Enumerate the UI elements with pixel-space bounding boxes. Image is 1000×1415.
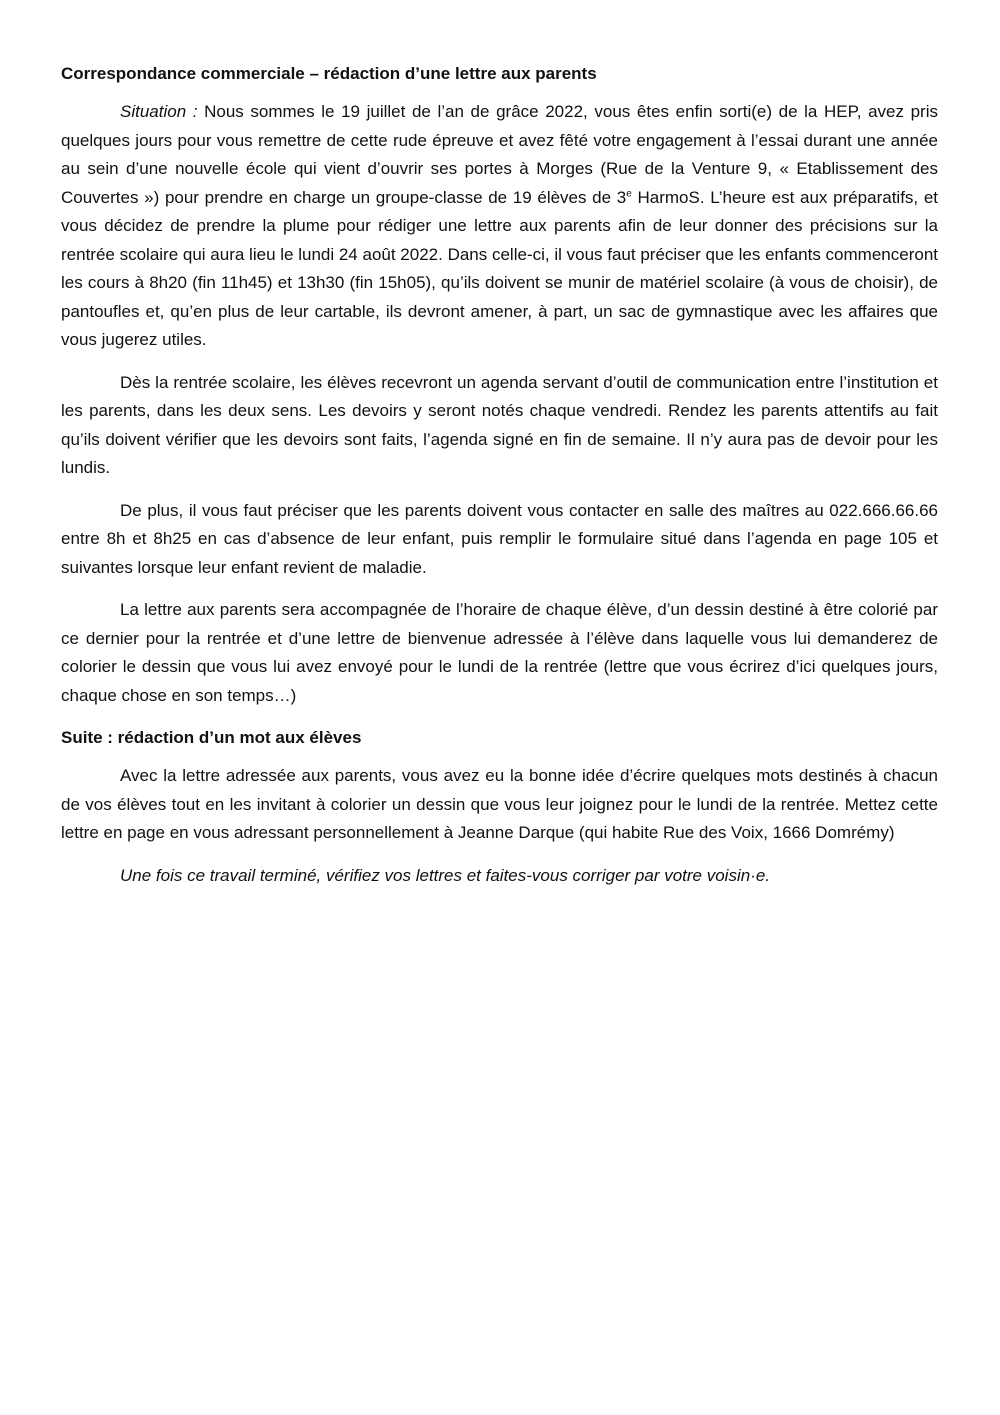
situation-paragraph [61, 98, 938, 355]
attachments-paragraph: La lettre aux parents sera accompagnée de l’horaire de chaque élève, d’un dessin destiné à être colorié par ce dernier pour la rentrée et d’une lettre de bienvenue adressée à l’élève dans laquelle vous lui demanderez de colorier le dessin que vous lui avez envoyé pour le lundi de la rentrée (lettre que vous écrirez d’ici quelques jours, chaque chose en son temps…) [61, 600, 938, 705]
situation-label: Situation : [120, 102, 198, 121]
document-title: Correspondance commerciale – rédaction d’une lettre aux parents [61, 64, 597, 83]
situation-text-a: Nous sommes le 19 juillet de l’an de grâce 2022, vous êtes enfin sorti(e) de la HEP, avez pris quelques jours pour vous remettre de cette rude épreuve et avez fêté votre engagement à l’essai durant une année au sein d’une nouvelle école qui vient d’ouvrir ses portes à Morges (Rue de la Venture 9, « Etablissement des Couvertes ») pour prendre en charge un groupe-classe de 19 élèves de 3 [61, 102, 938, 207]
section-subtitle: Suite : rédaction d’un mot aux élèves [61, 728, 362, 747]
situation-text-b: HarmoS. L’heure est aux préparatifs, et vous décidez de prendre la plume pour rédiger une lettre aux parents afin de leur donner des précisions sur la rentrée scolaire qui aura lieu le lundi 24 août 2022. Dans celle-ci, il vous faut préciser que les enfants commenceront les cours à 8h20 (fin 11h45) et 13h30 (fin 15h05), qu’ils doivent se munir de matériel scolaire (à vous de choisir), de pantoufles et, qu’en plus de leur cartable, ils devront amener, à part, un sac de gymnastique avec les affaires que vous jugerez utiles. [61, 187, 938, 349]
closing-instruction: Une fois ce travail terminé, vérifiez vos lettres et faites-vous corriger par votre voisin·e. [120, 865, 771, 885]
document-page [61, 60, 938, 904]
agenda-paragraph: Dès la rentrée scolaire, les élèves recevront un agenda servant d’outil de communication entre l’institution et les parents, dans les deux sens. Les devoirs y seront notés chaque vendredi. Rendez les parents attentifs au fait qu’ils doivent vérifier que les devoirs sont faits, l’agenda signé en fin de semaine. Il n’y aura pas de devoir pour les lundis. [61, 372, 938, 477]
student-letter-paragraph: Avec la lettre adressée aux parents, vous avez eu la bonne idée d’écrire quelques mots destinés à chacun de vos élèves tout en les invitant à colorier un dessin que vous leur joignez pour le lundi de la rentrée. Mettez cette lettre en page en vous adressant personnellement à Jeanne Darque (qui habite Rue des Voix, 1666 Domrémy) [61, 766, 938, 842]
contact-paragraph: De plus, il vous faut préciser que les parents doivent vous contacter en salle des maîtres au 022.666.66.66 entre 8h et 8h25 en cas d’absence de leur enfant, puis remplir le formulaire situé dans l’agenda en page 105 et suivantes lorsque leur enfant revient de maladie. [61, 500, 938, 577]
situation-superscript: e [626, 187, 632, 199]
